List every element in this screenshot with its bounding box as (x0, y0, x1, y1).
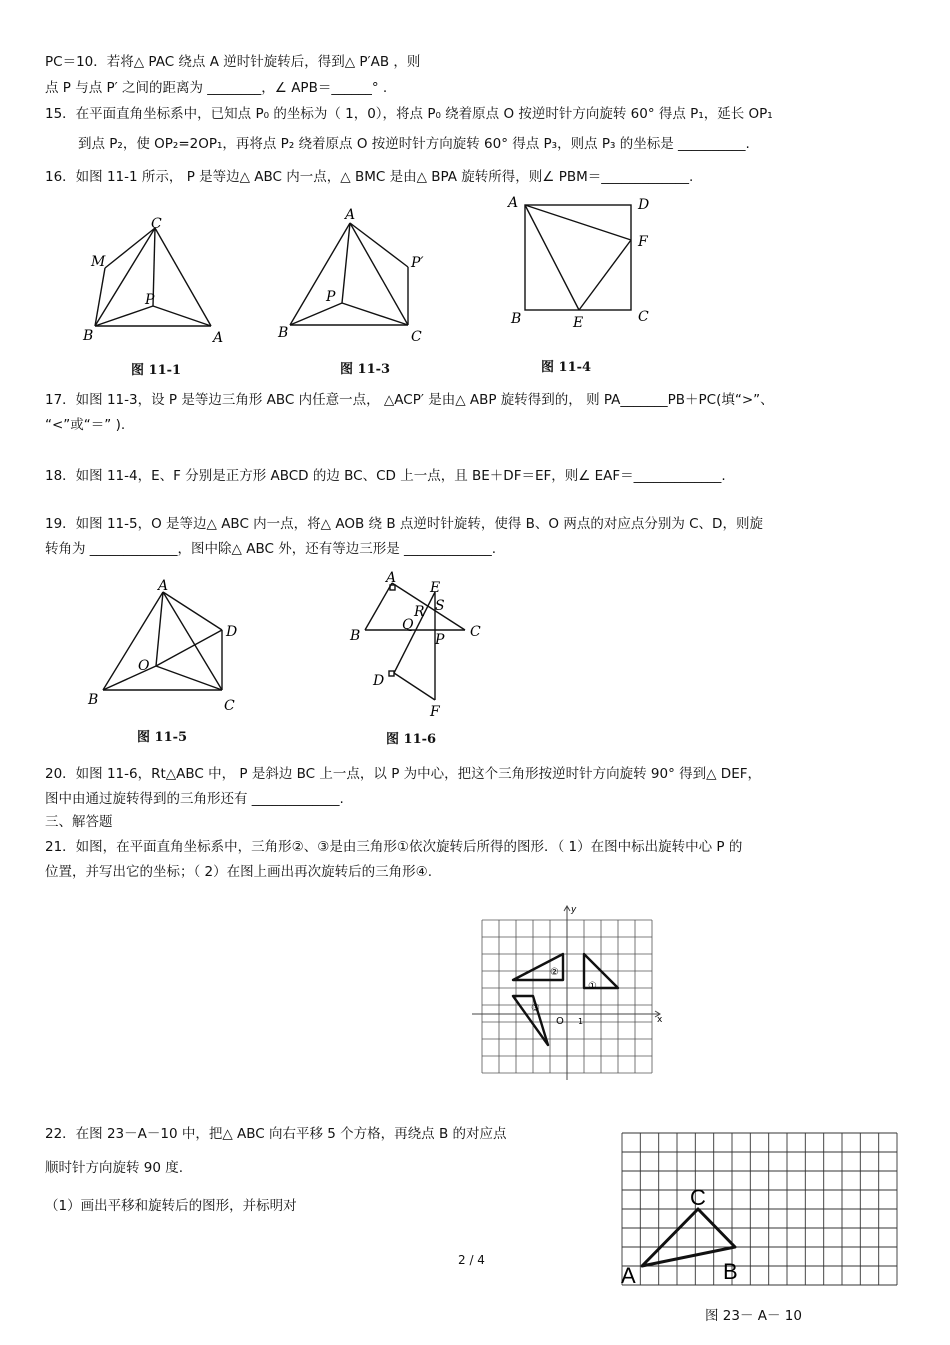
caption-fig-23-A-10: 图 23－ A－ 10 (705, 1308, 802, 1324)
page-number: 2 / 4 (458, 1253, 485, 1267)
label-O: O (138, 658, 150, 674)
figure-11-5 (85, 578, 250, 718)
problem-22-line-3: （1）画出平移和旋转后的图形，并标明对 (45, 1198, 297, 1214)
caption-fig-11-6: 图 11-6 (386, 732, 437, 747)
coordinate-grid-21 (470, 900, 670, 1090)
figure-11-3 (280, 205, 430, 345)
figure-11-4 (505, 195, 665, 335)
label-R: R (414, 604, 425, 620)
label-P-prime: P′ (411, 255, 424, 271)
label-B: B (83, 328, 94, 344)
triangle-2-label: ② (550, 967, 559, 978)
problem-17-line-1: 17．如图 11-3，设 P 是等边三角形 ABC 内任意一点， △ACP′ 是由△ ABP 旋转得到的， 则 PA_______PB＋PC(填“>”、 (45, 392, 774, 408)
label-D: D (226, 624, 238, 640)
figure-11-6 (345, 570, 495, 720)
label-D: D (638, 197, 650, 213)
label-C: C (470, 624, 481, 640)
label-B: B (278, 325, 289, 341)
label-C: C (638, 309, 649, 325)
label-Q: Q (402, 617, 414, 633)
grid-figure-23-A-10 (605, 1125, 905, 1295)
label-D: D (373, 673, 385, 689)
problem-16: 16．如图 11-1 所示， P 是等边△ ABC 内一点，△ BMC 是由△ BPA 旋转所得，则∠ PBM＝_____________. (45, 169, 694, 185)
problem-21-line-1: 21．如图，在平面直角坐标系中，三角形②、③是由三角形①依次旋转后所得的图形．（ 1）在图中标出旋转中心 P 的 (45, 839, 743, 855)
text-line-1: PC＝10．若将△ PAC 绕点 A 逆时针旋转后，得到△ P′AB ，则 (45, 54, 421, 70)
label-C: C (224, 698, 235, 714)
problem-19-line-2: 转角为 _____________，图中除△ ABC 外，还有等边三形是 _____________. (45, 541, 497, 557)
label-B: B (350, 628, 361, 644)
label-E: E (573, 315, 584, 331)
problem-21-line-2: 位置，并写出它的坐标；（ 2）在图上画出再次旋转后的三角形④. (45, 864, 433, 880)
text-line-2: 点 P 与点 P′ 之间的距离为 ________，∠ APB＝______° . (45, 80, 388, 96)
label-P: P (145, 292, 155, 308)
caption-fig-11-1: 图 11-1 (131, 363, 182, 378)
caption-fig-11-4: 图 11-4 (541, 360, 592, 375)
label-A: A (158, 578, 169, 594)
label-F: F (638, 234, 648, 250)
label-C: C (151, 216, 162, 232)
problem-22-line-2: 顺时针方向旋转 90 度. (45, 1160, 184, 1176)
label-P: P (326, 289, 336, 305)
section-heading: 三、解答题 (45, 814, 113, 830)
label-B: B (511, 311, 522, 327)
axis-label-y: y (571, 905, 577, 915)
label-A: A (508, 195, 519, 211)
label-M: M (91, 254, 106, 270)
axis-label-x: x (657, 1015, 663, 1025)
vertex-B: B (723, 1259, 738, 1284)
unit-label: 1 (578, 1017, 584, 1026)
problem-15-line-2: 到点 P₂，使 OP₂=2OP₁，再将点 P₂ 绕着原点 O 按逆时针方向旋转 60° 得点 P₃，则点 P₃ 的坐标是 __________. (78, 136, 750, 152)
caption-fig-11-5: 图 11-5 (137, 730, 188, 745)
origin-label: O (556, 1016, 564, 1027)
problem-22-line-1: 22．在图 23－A－10 中，把△ ABC 向右平移 5 个方格，再绕点 B 的对应点 (45, 1126, 507, 1142)
problem-18: 18．如图 11-4，E、F 分别是正方形 ABCD 的边 BC、CD 上一点，且 BE＋DF＝EF，则∠ EAF＝_____________. (45, 468, 726, 484)
label-A: A (213, 330, 224, 346)
figure-11-1 (83, 216, 235, 346)
label-C: C (411, 329, 422, 345)
label-A: A (345, 207, 356, 223)
vertex-C: C (690, 1185, 706, 1210)
label-S: S (435, 598, 445, 614)
label-F: F (430, 704, 440, 720)
label-B: B (88, 692, 99, 708)
triangle-3-label: ③ (531, 1003, 540, 1014)
vertex-A: A (621, 1263, 636, 1288)
caption-fig-11-3: 图 11-3 (340, 362, 391, 377)
problem-20-line-1: 20．如图 11-6，Rt△ABC 中， P 是斜边 BC 上一点，以 P 为中心，把这个三角形按逆时针方向旋转 90° 得到△ DEF， (45, 766, 761, 782)
problem-17-line-2: “<”或“＝” ). (45, 417, 126, 433)
label-A: A (386, 570, 397, 586)
triangle-1-label: ① (588, 981, 597, 992)
problem-19-line-1: 19．如图 11-5，O 是等边△ ABC 内一点，将△ AOB 绕 B 点逆时针旋转，使得 B、O 两点的对应点分别为 C、D，则旋 (45, 516, 763, 532)
label-P: P (435, 632, 445, 648)
problem-15-line-1: 15．在平面直角坐标系中，已知点 P₀ 的坐标为（ 1，0），将点 P₀ 绕着原点 O 按逆时针方向旋转 60° 得点 P₁，延长 OP₁ (45, 106, 773, 122)
label-E: E (430, 580, 441, 596)
problem-20-line-2: 图中由通过旋转得到的三角形还有 _____________. (45, 791, 344, 807)
